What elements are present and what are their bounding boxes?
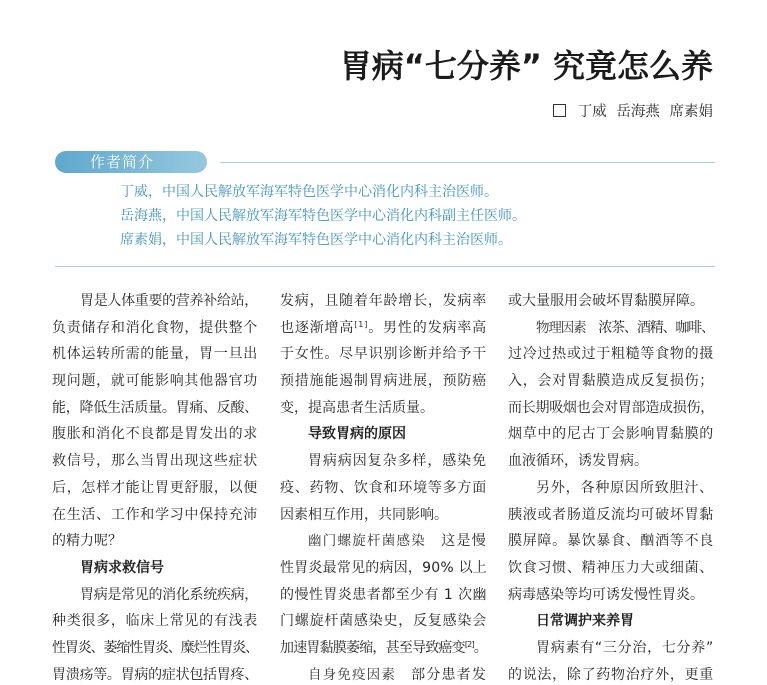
body-text-line: 胃是人体重要的营养补给站， [80,293,258,309]
body-text-line: 胃病是常见的消化系统疾病， [80,586,258,603]
body-text-line: 机体运转所需的能量，胃一旦出 [52,346,258,363]
intro-divider [220,162,715,163]
section-heading: 导致胃病的原因 [308,426,406,443]
body-text-line: 血液循环，诱发胃病。 [508,453,648,470]
body-text-line: 救信号，那么当胃出现这些症状 [52,453,258,470]
body-text-line: 负责储存和消化食物，提供整个 [52,319,258,336]
body-text-line: 病毒感染等均可诱发慢性胃炎。 [508,586,704,603]
author-intro-label: 作者简介 [55,151,207,173]
body-text-line: 于女性。尽早识别诊断并给予干 [280,346,488,363]
body-text-line: 的说法，除了药物治疗外，更重 [508,666,714,683]
author-intro-entry: 丁威，中国人民解放军海军特色医学中心消化内科主治医师。 [120,184,498,200]
body-text-line: 能，降低生活质量。胃痛、反酸、 [52,399,258,416]
body-text-line: 烟草中的尼古丁会影响胃黏膜的 [508,426,714,443]
body-text-line [280,534,487,549]
run-in-heading: 物理因素 [536,319,586,336]
body-text-line: 入，会对胃黏膜造成反复损伤； [508,373,714,390]
body-text-line: 后，怎样才能让胃更舒服，以便 [52,479,258,496]
body-text-line [280,321,487,336]
body-text-line: 现问题，就可能影响其他器官功 [52,373,258,390]
body-text-line: 胃溃疡等。胃病的症状包括胃疼、 [52,666,258,683]
body-text-line [280,668,487,683]
text-run: 加速胃黏膜萎缩，甚至导致癌变 [280,639,465,656]
body-text-line: 饮食习惯、精神压力大或细菌、 [508,559,714,576]
text-run: 也逐渐增高 [280,319,355,336]
body-text-line: 另外，各种原因所致胆汁、 [536,479,714,496]
body-text-line: 过冷过热或过于粗糙等食物的摄 [508,346,714,363]
body-text-line: 或大量服用会破坏胃黏膜屏障。 [508,293,704,309]
body-text-line: 因素相互作用，共同影响。 [280,506,448,523]
body-text-line: 膜屏障。暴饮暴食、酗酒等不良 [508,533,714,550]
citation-ref: [2] [464,639,474,649]
text-run: 浓茶、酒精、咖啡、 [585,319,715,336]
section-heading: 胃病求救信号 [80,559,164,576]
citation-ref: [1] [354,319,369,329]
text-run: 。男性的发病率高 [368,319,488,336]
body-text-line: 的慢性胃炎患者都至少有 1 次幽 [280,586,487,603]
body-text-line: 发病，且随着年龄增长，发病率 [280,293,488,309]
body-text-line: 胰液或者肠道反流均可破坏胃黏 [508,506,714,523]
body-text-line: 疫、药物、饮食和环境等多方面 [280,479,488,496]
body-text-line: 胃病病因复杂多样，感染免 [308,453,488,470]
body-text-line: 在生活、工作和学习中保持充沛 [52,506,258,523]
author-byline [553,103,713,121]
body-text-line: 门螺旋杆菌感染史，反复感染会 [280,613,488,630]
body-column-2 [280,294,487,683]
author-intro-entry: 席素娟，中国人民解放军海军特色医学中心消化内科主治医师。 [120,232,512,248]
author-names: 丁威 岳海燕 席素娟 [577,104,713,120]
section-divider [55,266,715,267]
body-text-line: 的精力呢？ [52,533,122,550]
body-column-1 [52,294,258,683]
body-text-line: 变，提高患者生活质量。 [280,399,434,416]
author-intro-list [120,180,526,252]
body-text-line: 性胃炎、萎缩性胃炎、糜烂性胃炎、 [52,639,258,656]
text-run: 这是慢 [426,533,487,550]
run-in-heading: 自身免疫因素 [308,666,397,683]
body-text-line: 性胃炎最常见的病因，90% 以上 [280,559,487,576]
body-text-line: 种类很多，临床上常见的有浅表 [52,613,258,630]
body-text-line [508,321,714,336]
text-run: 。 [473,639,487,656]
text-run: 部分患者发 [396,666,488,683]
byline-square-icon [553,104,566,117]
body-text-line: 而长期吸烟也会对胃部造成损伤， [508,399,714,416]
body-text-line [280,641,487,656]
article-title: 胃病“七分养” 究竟怎么养 [339,47,713,85]
body-text-line: 胃病素有“三分治，七分养” [536,639,714,656]
section-heading: 日常调护来养胃 [536,613,634,630]
body-text-line: 预措施能遏制胃病进展，预防癌 [280,373,488,390]
body-text-line: 腹胀和消化不良都是胃发出的求 [52,426,258,443]
author-intro-entry: 岳海燕，中国人民解放军海军特色医学中心消化内科副主任医师。 [120,208,526,224]
run-in-heading: 幽门螺旋杆菌感染 [308,533,426,550]
body-column-3 [508,294,714,683]
